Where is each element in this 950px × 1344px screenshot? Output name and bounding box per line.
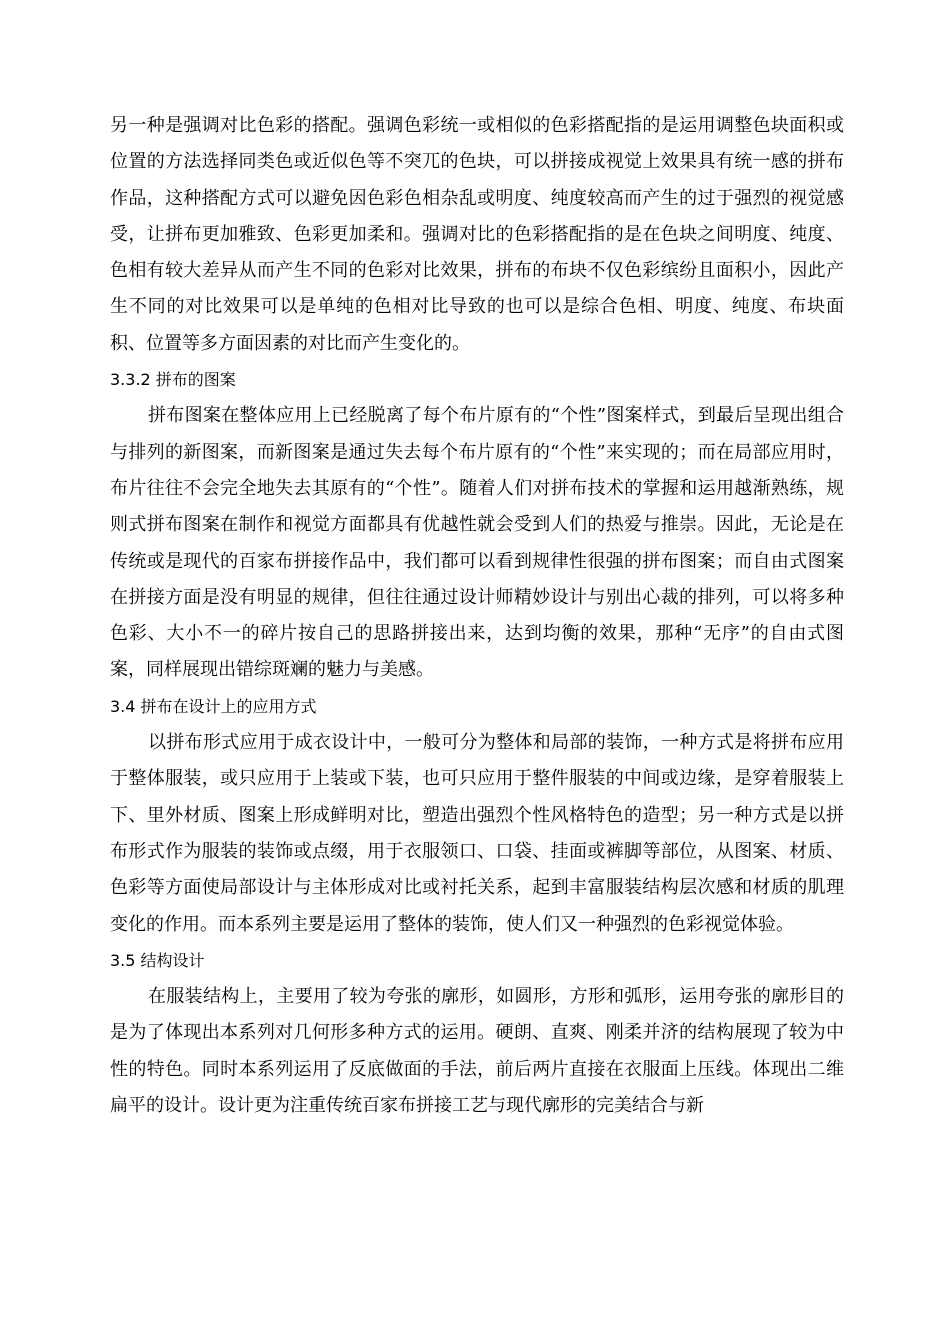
paragraph-structure-design: 在服装结构上，主要用了较为夸张的廓形，如圆形，方形和弧形，运用夸张的廓形目的是为了体现出本系列对几何形多种方式的运用。硬朗、直爽、刚柔并济的结构展现了较为中性的特色。同时本系列运用了反底做面的手法，前后两片直接在衣服面上压线。体现出二维扁平的设计。设计更为注重传统百家布拼接工艺与现代廓形的完美结合与新 [110, 986, 844, 1117]
section-heading-3-5: 3.5 结构设计 [110, 950, 205, 970]
paragraph-patchwork-pattern: 拼布图案在整体应用上已经脱离了每个布片原有的“个性”图案样式，到最后呈现出组合与排列的新图案，而新图案是通过失去每个布片原有的“个性”来实现的；而在局部应用时，布片往往不会完全地失去其原有的“个性”。随着人们对拼布技术的掌握和运用越渐熟练，规则式拼布图案在制作和视觉方面都具有优越性就会受到人们的热爱与推崇。因此，无论是在传统或是现代的百家布拼接作品中，我们都可以看到规律性很强的拼布图案；而自由式图案在拼接方面是没有明显的规律，但往往通过设计师精妙设计与别出心裁的排列，可以将多种色彩、大小不一的碎片按自己的思路拼接出来，达到均衡的效果，那种“无序”的自由式图案，同样展现出错综斑斓的魅力与美感。 [110, 405, 844, 681]
section-heading-3-3-2: 3.3.2 拼布的图案 [110, 370, 236, 390]
paragraph-application-method: 以拼布形式应用于成衣设计中，一般可分为整体和局部的装饰，一种方式是将拼布应用于整体服装，或只应用于上装或下装，也可只应用于整件服装的中间或边缘，是穿着服装上下、里外材质、图案上形成鲜明对比，塑造出强烈个性风格特色的造型；另一种方式是以拼布形式作为服装的装饰或点缀，用于衣服领口、口袋、挂面或裤脚等部位，从图案、材质、色彩等方面使局部设计与主体形成对比或衬托关系，起到丰富服装结构层次感和材质的肌理变化的作用。而本系列主要是运用了整体的装饰，使人们又一种强烈的色彩视觉体验。 [110, 732, 844, 935]
document-page [110, 108, 844, 1124]
paragraph-color-matching: 另一种是强调对比色彩的搭配。强调色彩统一或相似的色彩搭配指的是运用调整色块面积或位置的方法选择同类色或近似色等不突兀的色块，可以拼接成视觉上效果具有统一感的拼布作品，这种搭配方式可以避免因色彩色相杂乱或明度、纯度较高而产生的过于强烈的视觉感受，让拼布更加雅致、色彩更加柔和。强调对比的色彩搭配指的是在色块之间明度、纯度、色相有较大差异从而产生不同的色彩对比效果，拼布的布块不仅色彩缤纷且面积小，因此产生不同的对比效果可以是单纯的色相对比导致的也可以是综合色相、明度、纯度、布块面积、位置等多方面因素的对比而产生变化的。 [110, 115, 844, 354]
section-heading-3-4: 3.4 拼布在设计上的应用方式 [110, 696, 317, 716]
